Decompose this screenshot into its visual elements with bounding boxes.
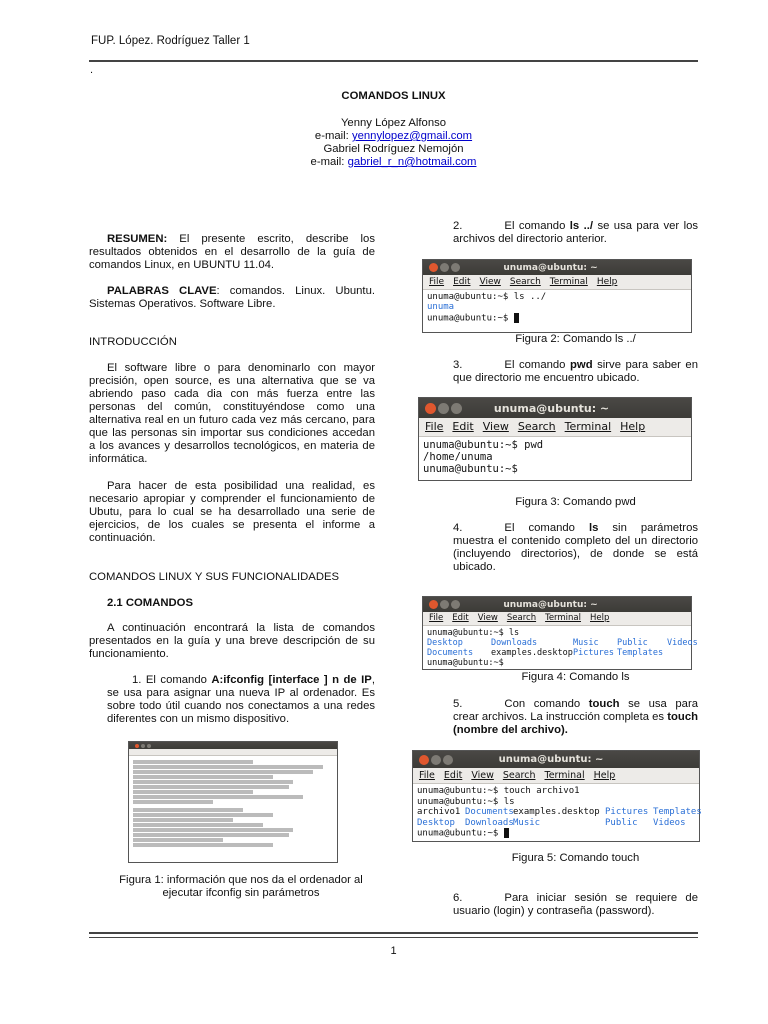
subsection-paragraph: A continuación encontrará la lista de comandos presentados en la guía y una breve descripción de su funcionamiento.	[89, 622, 375, 660]
menu-search[interactable]: Search	[517, 420, 556, 433]
page-number: 1	[390, 945, 397, 957]
maximize-icon[interactable]	[451, 263, 460, 272]
terminal-menu-bar	[129, 749, 337, 756]
running-head: FUP. López. Rodríguez Taller 1	[91, 35, 250, 47]
intro-paragraph-2: Para hacer de esta posibilidad una realidad, es necesario apropiar y comprender el funcionamiento de Ubutu, para lo cual se ha desarrollado una serie de ejercicios, de los cuales se presenta el informe a continuación.	[89, 480, 375, 544]
menu-view[interactable]: View	[479, 277, 501, 287]
email-link-1[interactable]: yennylopez@gmail.com	[351, 130, 473, 142]
terminal-title-bar	[413, 751, 699, 768]
terminal-output: unuma@ubuntu:~$ ls Desktop Downloads Music Public Videos Documents examples.desktop Pictures Templates unuma@ubuntu:~$	[427, 628, 698, 668]
terminal-output: unuma@ubuntu:~$ touch archivo1 unuma@ubuntu:~$ ls archivo1 Documents examples.desktop Pictures Templates Desktop Downloads Music Public Videos unuma@ubuntu:~$	[417, 786, 702, 839]
footer-rule-thin	[89, 937, 698, 938]
figure-2-caption: Figura 2: Comando ls ../	[515, 333, 636, 345]
terminal-menu-bar	[423, 612, 691, 626]
cursor	[514, 313, 519, 323]
header-rule	[89, 60, 698, 62]
item-5: 5. Con comando touch se usa para crear archivos. La instrucción completa es touch (nombre del archivo).	[453, 698, 698, 736]
close-icon[interactable]	[429, 263, 438, 272]
maximize-icon[interactable]	[443, 755, 453, 765]
menu-edit[interactable]: Edit	[453, 277, 471, 287]
minimize-icon[interactable]	[438, 403, 449, 414]
item-4: 4. El comando ls sin parámetros muestra el contenido completo del un directorio (incluyendo directorios), de donde se está ubicado.	[453, 522, 698, 573]
figure-2-terminal	[422, 259, 692, 333]
section-heading: COMANDOS LINUX Y SUS FUNCIONALIDADES	[89, 571, 340, 583]
close-icon[interactable]	[429, 600, 438, 609]
minimize-icon[interactable]	[431, 755, 441, 765]
item-2: 2. El comando ls ../ se usa para ver los archivos del directorio anterior.	[453, 220, 699, 245]
menu-file[interactable]: File	[429, 613, 444, 623]
menu-search[interactable]: Search	[502, 770, 536, 781]
minimize-icon[interactable]	[440, 600, 449, 609]
figure-4-terminal	[422, 596, 698, 670]
menu-view[interactable]: View	[477, 613, 498, 623]
minimize-icon	[141, 744, 145, 748]
maximize-icon[interactable]	[451, 403, 462, 414]
menu-search[interactable]: Search	[506, 613, 537, 623]
terminal-title: unuma@ubuntu: ~	[503, 599, 598, 610]
menu-file[interactable]: File	[429, 277, 445, 287]
terminal-title: unuma@ubuntu: ~	[498, 754, 604, 765]
menu-terminal[interactable]: Terminal	[545, 613, 581, 623]
email-line-1: e-mail: yennylopez@gmail.com	[314, 130, 473, 142]
paper-title: COMANDOS LINUX	[341, 90, 446, 102]
menu-terminal[interactable]: Terminal	[549, 277, 588, 287]
terminal-title-bar	[419, 398, 691, 418]
terminal-title: unuma@ubuntu: ~	[493, 401, 610, 415]
terminal-menu-bar	[419, 418, 691, 437]
subsection-heading: 2.1 COMANDOS	[107, 597, 193, 609]
item-6: 6. Para iniciar sesión se requiere de usuario (login) y contraseña (password).	[453, 892, 698, 917]
email-link-2[interactable]: gabriel_r_n@hotmail.com	[347, 156, 477, 168]
item-1: 1. El comando A:ifconfig [interface ] n de IP, se usa para asignar una nueva IP al ordenador. Es sobre todo útil cuando nos conectamos a una redes diferentes con un mismo dispositivo.	[107, 674, 375, 725]
figure-5-caption: Figura 5: Comando touch	[511, 852, 640, 864]
maximize-icon	[147, 744, 151, 748]
figure-1-terminal	[128, 741, 338, 863]
maximize-icon[interactable]	[451, 600, 460, 609]
figure-4-caption: Figura 4: Comando ls	[521, 671, 630, 683]
menu-view[interactable]: View	[471, 770, 494, 781]
terminal-title-bar	[129, 742, 337, 749]
terminal-output: unuma@ubuntu:~$ ls ../ unuma unuma@ubuntu:~$	[427, 292, 547, 324]
menu-help[interactable]: Help	[590, 613, 610, 623]
cursor	[504, 828, 509, 838]
menu-file[interactable]: File	[419, 770, 435, 781]
minimize-icon[interactable]	[440, 263, 449, 272]
figure-3-terminal	[418, 397, 692, 481]
close-icon[interactable]	[419, 755, 429, 765]
menu-edit[interactable]: Edit	[443, 770, 463, 781]
author-block	[89, 117, 698, 169]
ifconfig-output	[129, 756, 337, 851]
menu-edit[interactable]: Edit	[452, 613, 469, 623]
close-icon[interactable]	[425, 403, 436, 414]
terminal-title-bar	[423, 597, 691, 612]
figure-1-caption: Figura 1: información que nos da el ordenador al ejecutar ifconfig sin parámetros	[119, 874, 363, 899]
terminal-title: unuma@ubuntu: ~	[503, 262, 598, 273]
author-1: Yenny López Alfonso	[340, 117, 447, 129]
menu-help[interactable]: Help	[596, 277, 618, 287]
abstract: RESUMEN: El presente escrito, describe los resultados obtenidos en el desarrollo de la guía de comandos Linux, en UBUNTU 11.04.	[89, 233, 375, 271]
menu-help[interactable]: Help	[620, 420, 646, 433]
menu-terminal[interactable]: Terminal	[564, 420, 612, 433]
close-icon	[135, 744, 139, 748]
terminal-menu-bar	[413, 768, 699, 784]
header-dot: .	[90, 64, 94, 76]
author-2: Gabriel Rodríguez Nemojón	[323, 143, 464, 155]
intro-paragraph-1: El software libre o para denominarlo con mayor precisión, open source, es una alternativa que se va abriendo paso cada dia con más fuerza entre las personas del común, constituyéndose como una alternativa real en un futuro cada vez más cercano, para que las personas sin importar sus condiciones accedan a los avances y desarrollos tecnológicos, en materia de informática.	[89, 362, 375, 465]
figure-3-caption: Figura 3: Comando pwd	[515, 496, 636, 508]
terminal-menu-bar	[423, 275, 691, 290]
terminal-output: unuma@ubuntu:~$ pwd /home/unuma unuma@ubuntu:~$	[423, 439, 544, 476]
menu-file[interactable]: File	[425, 420, 444, 433]
footer-rule	[89, 932, 698, 934]
keywords: PALABRAS CLAVE: comandos. Linux. Ubuntu. Sistemas Operativos. Software Libre.	[89, 285, 375, 310]
intro-heading: INTRODUCCIÓN	[89, 336, 177, 348]
menu-terminal[interactable]: Terminal	[544, 770, 585, 781]
menu-view[interactable]: View	[482, 420, 509, 433]
figure-5-terminal	[412, 750, 700, 842]
terminal-title-bar	[423, 260, 691, 275]
menu-edit[interactable]: Edit	[452, 420, 474, 433]
menu-help[interactable]: Help	[593, 770, 616, 781]
item-3: 3. El comando pwd sirve para saber en que directorio me encuentro ubicado.	[453, 359, 698, 384]
menu-search[interactable]: Search	[509, 277, 541, 287]
email-line-2: e-mail: gabriel_r_n@hotmail.com	[310, 156, 477, 168]
